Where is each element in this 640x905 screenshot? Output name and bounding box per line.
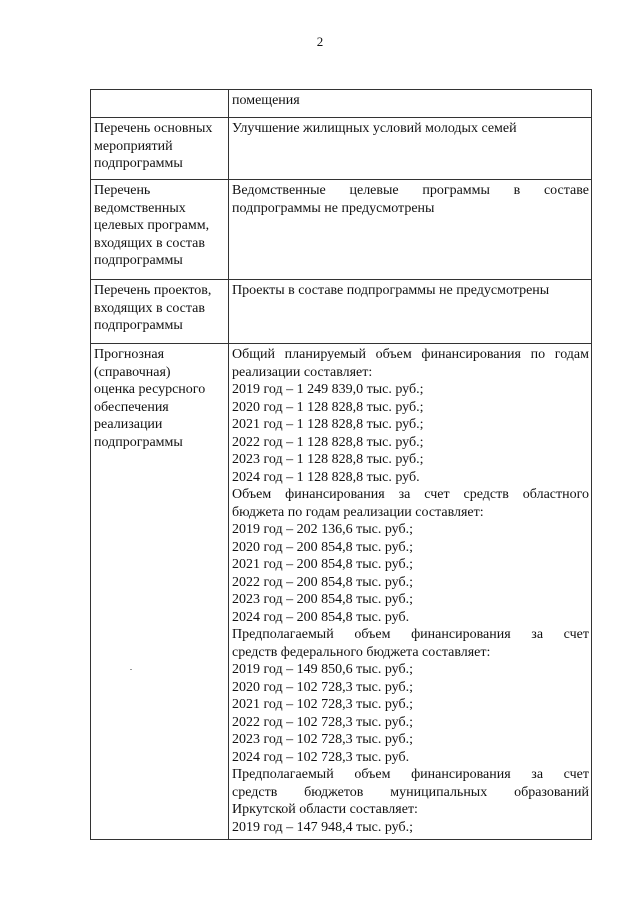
table-row bbox=[91, 118, 592, 180]
federal-year-line: 2020 год – 102 728,3 тыс. руб.; bbox=[232, 679, 413, 695]
label-line: мероприятий bbox=[94, 138, 173, 154]
row-value-forecast bbox=[229, 344, 592, 840]
label-line: подпрограммы bbox=[94, 156, 183, 171]
table-row bbox=[91, 280, 592, 344]
row-label-premises bbox=[91, 90, 229, 118]
subprogram-passport-table bbox=[90, 89, 592, 840]
label-line: Перечень основных bbox=[94, 121, 213, 136]
label-line: подпрограммы bbox=[94, 318, 183, 333]
municipal-heading-line: средств бюджетов муниципальных образований bbox=[232, 784, 589, 800]
label-line: оценка ресурсного bbox=[94, 382, 206, 397]
label-line: подпрограммы bbox=[94, 434, 183, 450]
row-label-measures bbox=[91, 118, 229, 180]
label-line: реализации bbox=[94, 417, 163, 432]
label-line: (справочная) bbox=[94, 364, 171, 380]
row-label-departmental bbox=[91, 180, 229, 280]
regional-year-line: 2021 год – 200 854,8 тыс. руб.; bbox=[232, 557, 413, 572]
label-line: входящих в состав bbox=[94, 235, 206, 251]
total-year-line: 2020 год – 1 128 828,8 тыс. руб.; bbox=[232, 399, 424, 415]
regional-year-line: 2024 год – 200 854,8 тыс. руб. bbox=[232, 609, 410, 625]
regional-year-line: 2019 год – 202 136,6 тыс. руб.; bbox=[232, 522, 413, 537]
value-line: подпрограммы не предусмотрены bbox=[232, 200, 435, 216]
total-year-line: 2022 год – 1 128 828,8 тыс. руб.; bbox=[232, 434, 424, 450]
regional-year-line: 2022 год – 200 854,8 тыс. руб.; bbox=[232, 574, 413, 590]
municipal-year-line: 2019 год – 147 948,4 тыс. руб.; bbox=[232, 819, 413, 835]
label-line: входящих в состав bbox=[94, 300, 206, 316]
label-line: Перечень проектов, bbox=[94, 283, 212, 298]
total-year-line: 2024 год – 1 128 828,8 тыс. руб. bbox=[232, 469, 420, 485]
table-row bbox=[91, 344, 592, 840]
regional-heading-line: Объем финансирования за счет средств областного bbox=[232, 487, 589, 502]
label-line: подпрограммы bbox=[94, 253, 183, 268]
federal-year-line: 2024 год – 102 728,3 тыс. руб. bbox=[232, 749, 410, 765]
regional-year-line: 2020 год – 200 854,8 тыс. руб.; bbox=[232, 539, 413, 555]
row-label-forecast bbox=[91, 344, 229, 840]
federal-year-line: 2023 год – 102 728,3 тыс. руб.; bbox=[232, 732, 413, 747]
row-value-projects: Проекты в составе подпрограммы не предусмотрены bbox=[229, 280, 592, 344]
total-year-line: 2023 год – 1 128 828,8 тыс. руб.; bbox=[232, 452, 424, 467]
label-line: ведомственных bbox=[94, 200, 186, 216]
federal-year-line: 2021 год – 102 728,3 тыс. руб.; bbox=[232, 697, 413, 712]
row-value-premises: помещения bbox=[229, 90, 592, 118]
regional-year-line: 2023 год – 200 854,8 тыс. руб.; bbox=[232, 592, 413, 607]
federal-heading-line: средств федерального бюджета составляет: bbox=[232, 644, 491, 660]
federal-year-line: 2022 год – 102 728,3 тыс. руб.; bbox=[232, 714, 413, 730]
federal-year-line: 2019 год – 149 850,6 тыс. руб.; bbox=[232, 662, 413, 677]
table-row bbox=[91, 180, 592, 280]
municipal-heading-line: Предполагаемый объем финансирования за счет bbox=[232, 767, 589, 782]
label-line: целевых программ, bbox=[94, 218, 210, 233]
label-line: Перечень bbox=[94, 183, 151, 198]
total-heading-line: реализации составляет: bbox=[232, 364, 373, 380]
total-heading-line: Общий планируемый объем финансирования по годам bbox=[232, 347, 589, 362]
total-year-line: 2019 год – 1 249 839,0 тыс. руб.; bbox=[232, 382, 424, 397]
row-value-measures: Улучшение жилищных условий молодых семей bbox=[229, 118, 592, 180]
label-line: обеспечения bbox=[94, 399, 169, 415]
municipal-heading-line: Иркутской области составляет: bbox=[232, 802, 418, 817]
row-label-projects bbox=[91, 280, 229, 344]
regional-heading-line: бюджета по годам реализации составляет: bbox=[232, 504, 484, 520]
page-number: 2 bbox=[316, 34, 324, 49]
table-row bbox=[91, 90, 592, 118]
row-value-departmental bbox=[229, 180, 592, 280]
federal-heading-line: Предполагаемый объем финансирования за счет bbox=[232, 627, 589, 642]
scan-mark bbox=[130, 669, 132, 670]
label-line: Прогнозная bbox=[94, 347, 165, 362]
total-year-line: 2021 год – 1 128 828,8 тыс. руб.; bbox=[232, 417, 424, 432]
value-line: Ведомственные целевые программы в составе bbox=[232, 183, 589, 198]
